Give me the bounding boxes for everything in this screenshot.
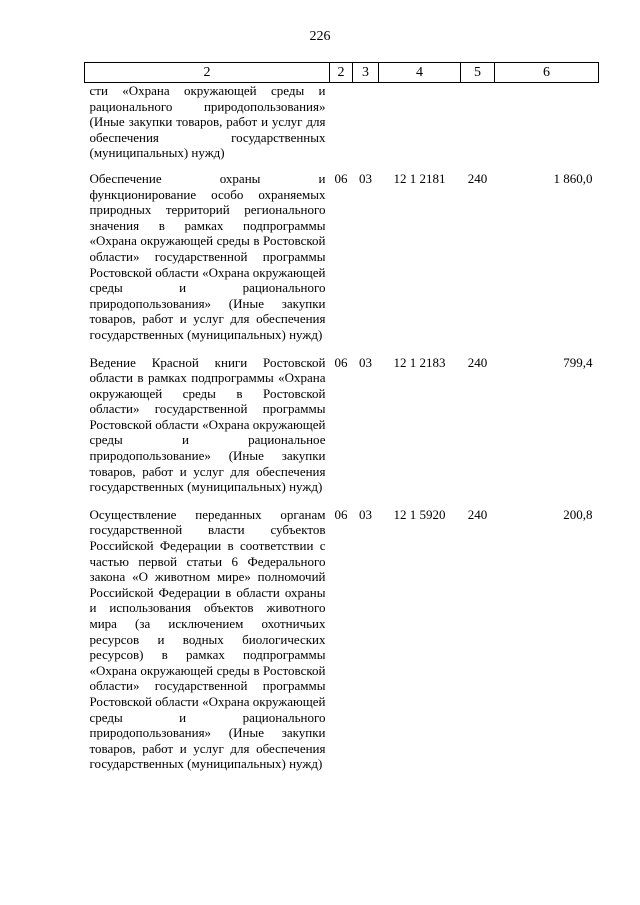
row-target-article: 12 1 2181 — [393, 170, 446, 186]
row-section — [330, 83, 353, 171]
row-amount: 1 860,0 — [553, 170, 593, 186]
header-col-description: 2 — [85, 63, 330, 83]
row-amount — [495, 83, 599, 171]
row-expense-type: 240 — [467, 170, 488, 186]
row-description: Обеспечение охраны и функционирование особо охраняемых природных территорий регионального значения в рамках подпрограммы «Охрана окружающей среды в Ростовской области» государственной программы Ростовской области «Охрана окружающей среды и рационального природопользования» (Иные закупки товаров, работ и услуг для обеспечения государственных (муниципальных) нужд) — [89, 170, 326, 342]
row-amount: 799,4 — [563, 354, 593, 370]
header-col-subsection: 3 — [353, 63, 379, 83]
row-section: 06 — [334, 170, 348, 186]
row-target-article: 12 1 2183 — [393, 354, 446, 370]
row-description: Ведение Красной книги Ростовской области в рамках подпрограммы «Охрана окружающей среды в Ростовской области» государственной программы Ростовской области «Охрана окружающей среды и рациональное природопользование» (Иные закупки товаров, работ и услуг для обеспечения государственных (муниципальных) нужд) — [89, 354, 326, 495]
table-header-row — [85, 63, 599, 83]
row-target-article: 12 1 5920 — [393, 506, 446, 522]
table-row — [85, 171, 599, 355]
row-amount: 200,8 — [563, 506, 593, 522]
row-section: 06 — [334, 354, 348, 370]
row-subsection: 03 — [359, 354, 372, 370]
row-description: Осуществление переданных органам государственной власти субъектов Российской Федерации в соответствии с частью первой статьи 6 Федерального закона «О животном мире» полномочий Российской Федерации в области охраны и использования объектов животного мира (за исключением охотничьих ресурсов и водных биологических ресурсов) в рамках подпрограммы «Охрана окружающей среды в Ростовской области» государственной программы Ростовской области «Охрана окружающей среды и рационального природопользования» (Иные закупки товаров, работ и услуг для обеспечения государственных (муниципальных) нужд) — [89, 506, 326, 772]
row-expense-type — [461, 83, 495, 171]
row-expense-type: 240 — [467, 354, 488, 370]
row-subsection — [353, 83, 379, 171]
budget-table — [84, 62, 599, 784]
header-col-amount: 6 — [495, 63, 599, 83]
header-col-target-article: 4 — [379, 63, 461, 83]
table-row — [85, 83, 599, 171]
header-col-section: 2 — [330, 63, 353, 83]
row-target-article — [379, 83, 461, 171]
table-row — [85, 507, 599, 784]
page-number: 226 — [309, 29, 331, 44]
table-row — [85, 355, 599, 507]
row-subsection: 03 — [359, 170, 372, 186]
header-col-expense-type: 5 — [461, 63, 495, 83]
row-description: сти «Охрана окружающей среды и рационального природопользования» (Иные закупки товаров, работ и услуг для обеспечения государственных (муниципальных) нужд) — [89, 83, 326, 161]
row-expense-type: 240 — [467, 506, 488, 522]
row-section: 06 — [334, 506, 348, 522]
row-subsection: 03 — [359, 506, 372, 522]
